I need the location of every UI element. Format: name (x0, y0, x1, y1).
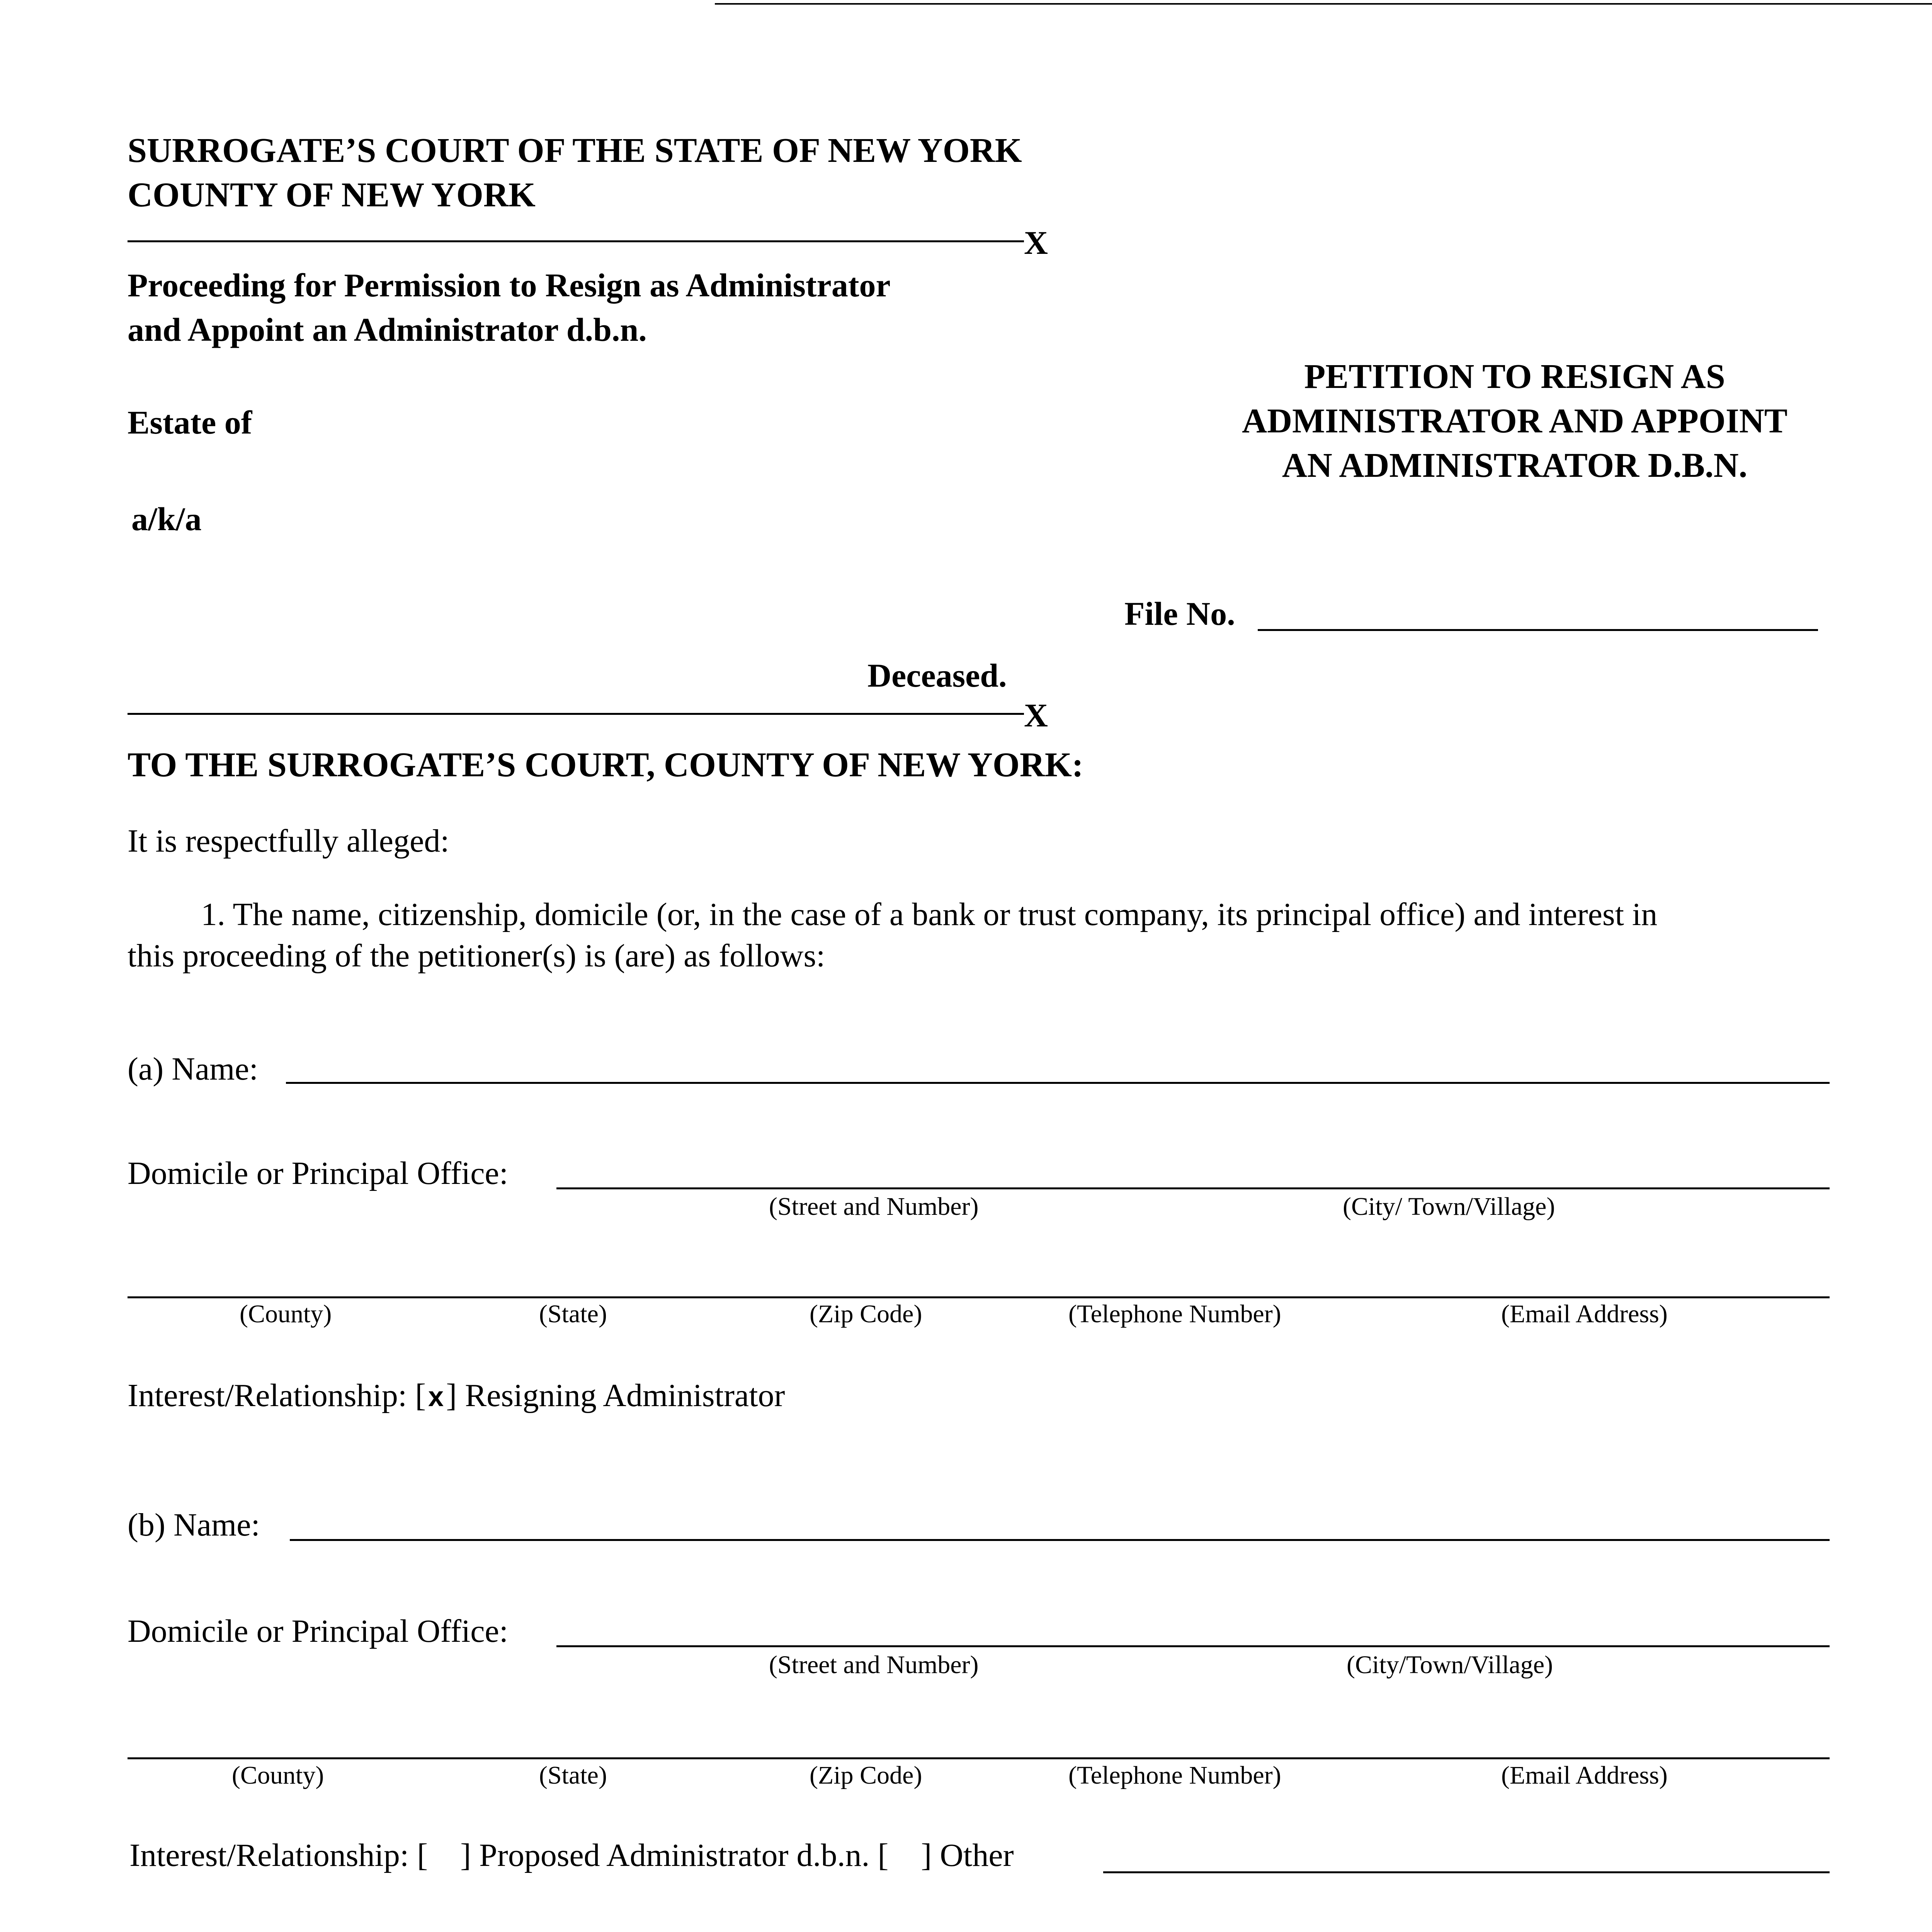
file-no-field[interactable] (1258, 629, 1818, 631)
petitioner-a-county-field[interactable] (128, 1296, 1830, 1298)
top-border-line (715, 3, 1932, 5)
petitioner-a-state-caption: (State) (539, 1300, 607, 1328)
alleged-intro: It is respectfully alleged: (128, 823, 449, 859)
aka-label: a/k/a (131, 500, 202, 537)
estate-of-label: Estate of (128, 404, 252, 441)
petitioner-a-phone-caption: (Telephone Number) (1068, 1300, 1281, 1328)
petitioner-a-name-label: (a) Name: (128, 1051, 259, 1087)
petitioner-b-other-option: Other (940, 1837, 1014, 1873)
petitioner-b-checkbox-administrator[interactable]: [ ] (417, 1837, 471, 1873)
petitioner-a-interest-label: Interest/Relationship: (128, 1378, 407, 1413)
deceased-label: Deceased. (867, 657, 1007, 694)
petitioner-b-email-caption: (Email Address) (1501, 1761, 1668, 1789)
petitioner-a-name-field[interactable] (286, 1082, 1830, 1084)
proceeding-line1: Proceeding for Permission to Resign as Administrator (128, 267, 891, 304)
petitioner-b-checkbox-other[interactable]: [ ] (878, 1837, 932, 1873)
petition-title-line2: ADMINISTRATOR AND APPOINT (1242, 402, 1787, 440)
petitioner-b-state-caption: (State) (539, 1761, 607, 1789)
petitioner-b-other-field[interactable] (1103, 1871, 1830, 1873)
caption-top-x: X (1024, 224, 1048, 261)
court-address-heading: TO THE SURROGATE’S COURT, COUNTY OF NEW YORK: (128, 746, 1083, 784)
petitioner-b-county-field[interactable] (128, 1757, 1830, 1759)
court-name-line1: SURROGATE’S COURT OF THE STATE OF NEW YORK (128, 131, 1022, 170)
petitioner-b-street-caption: (Street and Number) (769, 1651, 979, 1679)
petitioner-a-interest-row (128, 1379, 785, 1412)
petitioner-a-domicile-field[interactable] (556, 1187, 1830, 1189)
caption-bottom-x: X (1024, 697, 1048, 734)
petitioner-b-zip-caption: (Zip Code) (810, 1761, 922, 1789)
court-name-line2: COUNTY OF NEW YORK (128, 176, 536, 214)
petitioner-a-city-caption: (City/ Town/Village) (1343, 1192, 1555, 1221)
file-no-label: File No. (1124, 595, 1235, 632)
petitioner-b-administrator-option: Proposed Administrator d.b.n. (479, 1837, 870, 1873)
petitioner-a-resigning-option: Resigning Administrator (465, 1378, 785, 1413)
paragraph1-line1: 1. The name, citizenship, domicile (or, in the case of a bank or trust company, its principal office) and interest in (201, 896, 1658, 932)
petitioner-b-domicile-label: Domicile or Principal Office: (128, 1613, 509, 1649)
checkbox-x-mark-icon: x (428, 1381, 444, 1412)
paragraph1-line2: this proceeding of the petitioner(s) is (are) as follows: (128, 938, 825, 974)
petitioner-b-name-label: (b) Name: (128, 1507, 260, 1543)
petitioner-b-domicile-field[interactable] (556, 1645, 1830, 1647)
petitioner-b-phone-caption: (Telephone Number) (1068, 1761, 1281, 1789)
petitioner-a-domicile-label: Domicile or Principal Office: (128, 1155, 509, 1191)
petitioner-a-email-caption: (Email Address) (1501, 1300, 1668, 1328)
petitioner-a-county-caption: (County) (240, 1300, 332, 1328)
petition-title-line1: PETITION TO RESIGN AS (1304, 357, 1725, 396)
petitioner-b-name-field[interactable] (290, 1539, 1830, 1541)
petitioner-a-street-caption: (Street and Number) (769, 1192, 979, 1221)
caption-bottom-rule (128, 713, 1024, 715)
petitioner-b-interest-label: Interest/Relationship: (129, 1837, 409, 1873)
caption-top-rule (128, 240, 1024, 242)
petitioner-b-city-caption: (City/Town/Village) (1347, 1651, 1553, 1679)
petitioner-b-interest-row (129, 1839, 1014, 1872)
petitioner-a-zip-caption: (Zip Code) (810, 1300, 922, 1328)
proceeding-line2: and Appoint an Administrator d.b.n. (128, 311, 647, 348)
petition-title-line3: AN ADMINISTRATOR D.B.N. (1282, 446, 1748, 485)
petitioner-b-county-caption: (County) (232, 1761, 324, 1789)
petitioner-a-checkbox-resigning[interactable]: [x] (415, 1378, 457, 1413)
